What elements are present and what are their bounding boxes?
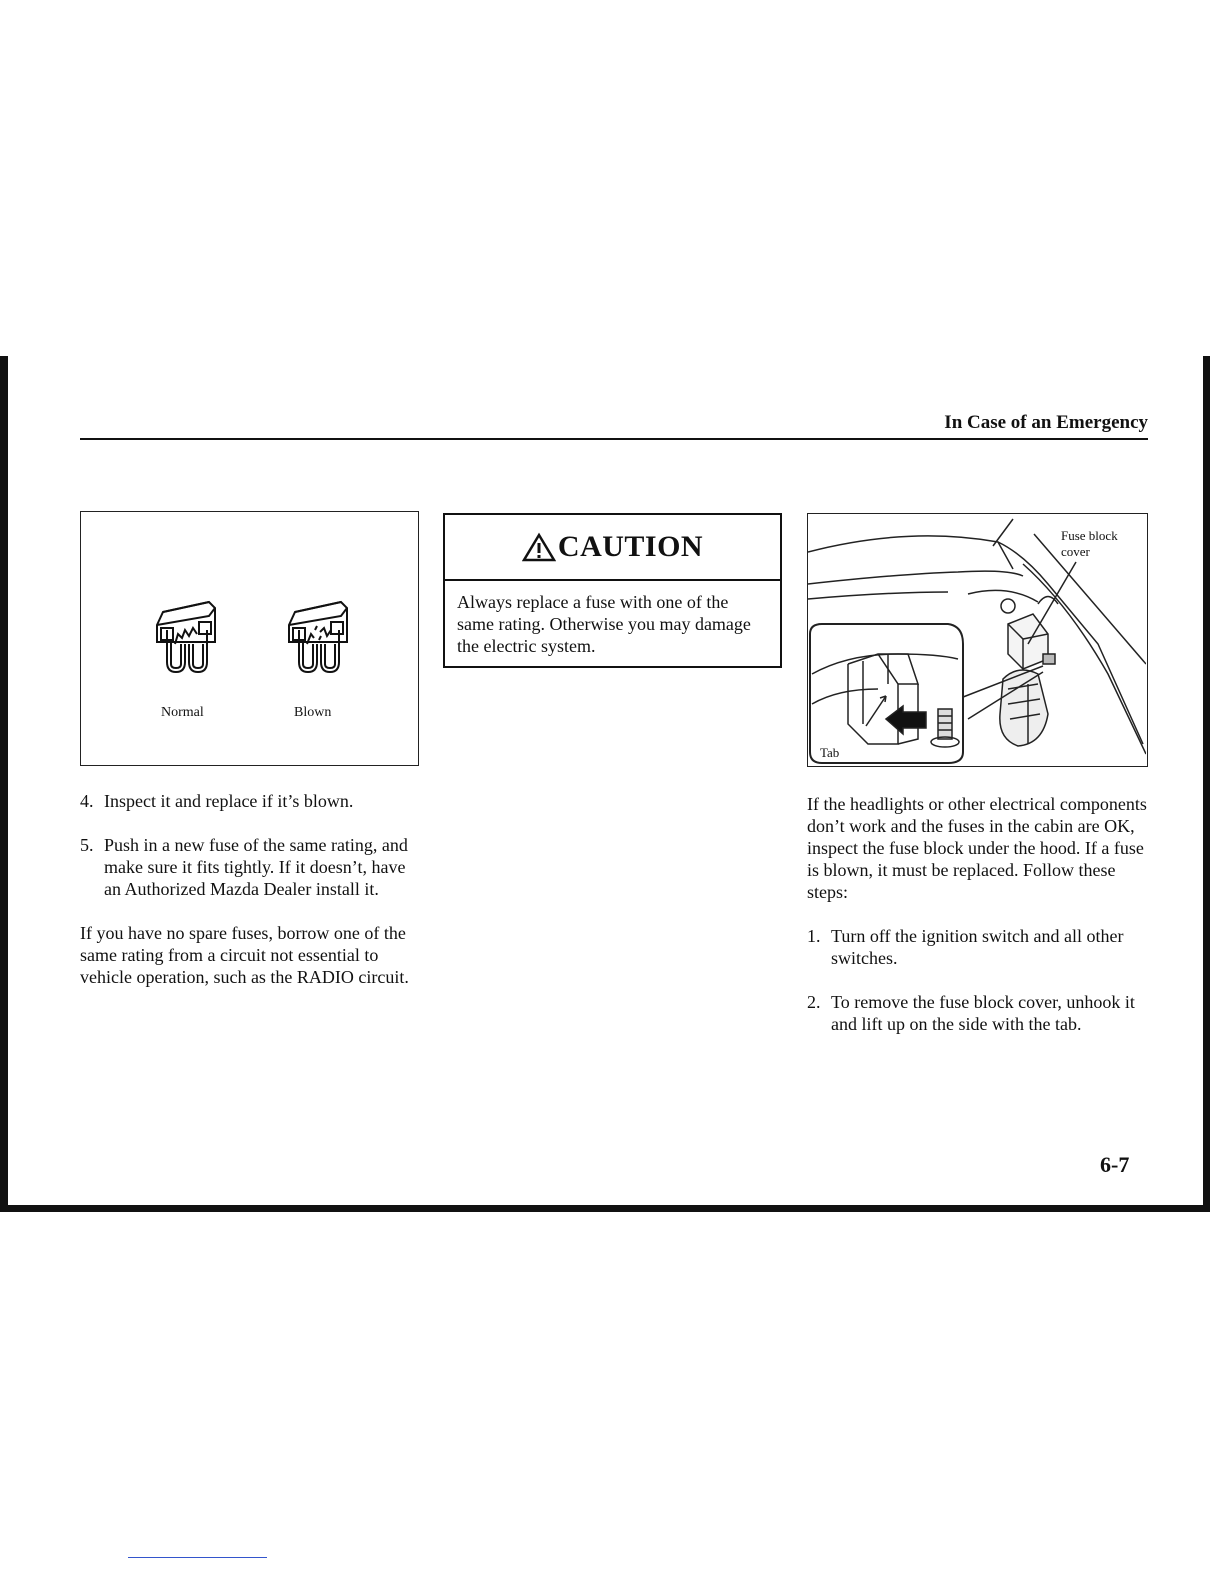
step-number: 5. [80, 835, 94, 855]
caution-header [445, 515, 780, 581]
warning-triangle-icon [522, 532, 556, 562]
caution-text: Always replace a fuse with one of the same rating. Otherwise you may damage the electric system. [457, 592, 751, 656]
fuse-block-cover-label: Fuse block cover [1061, 528, 1141, 560]
step-5 [80, 834, 425, 900]
fuse-illustration [80, 511, 419, 766]
step-number: 4. [80, 791, 94, 811]
step-number: 1. [807, 926, 821, 946]
tab-label: Tab [820, 745, 840, 760]
step-4 [80, 790, 425, 812]
page-edge-left [0, 356, 8, 1211]
fuse-block-intro: If the headlights or other electrical components don’t work and the fuses in the cabin are OK, inspect the fuse block under the hood. If a fuse is blown, it must be replaced. Follow these steps: [807, 794, 1147, 902]
footer-link-rule [128, 1557, 267, 1558]
step-2 [807, 991, 1152, 1035]
engine-fuse-block-illustration [807, 513, 1148, 767]
step-text: Push in a new fuse of the same rating, and make sure it fits tightly. If it doesn’t, have an Authorized Mazda Dealer install it. [104, 835, 408, 899]
caution-title: CAUTION [557, 530, 704, 563]
fuse-normal-icon [157, 602, 215, 672]
header-rule [80, 438, 1148, 440]
right-column [807, 793, 1152, 1057]
fuse-blown-icon [289, 602, 347, 672]
step-1 [807, 925, 1152, 969]
spare-fuse-note: If you have no spare fuses, borrow one of the same rating from a circuit not essential to vehicle operation, such as the RADIO circuit. [80, 923, 409, 987]
fuse-normal-label: Normal [161, 705, 204, 720]
step-text: Turn off the ignition switch and all other switches. [831, 926, 1124, 968]
fuse-blown-label: Blown [294, 705, 332, 720]
page-edge-right [1203, 356, 1210, 1211]
step-text: To remove the fuse block cover, unhook it and lift up on the side with the tab. [831, 992, 1135, 1034]
caution-box [443, 513, 782, 668]
page-number: 6-7 [1100, 1152, 1130, 1177]
step-number: 2. [807, 992, 821, 1012]
page-edge-bottom [0, 1205, 1210, 1212]
left-column [80, 790, 425, 1010]
step-text: Inspect it and replace if it’s blown. [104, 791, 354, 811]
section-header: In Case of an Emergency [944, 412, 1148, 433]
